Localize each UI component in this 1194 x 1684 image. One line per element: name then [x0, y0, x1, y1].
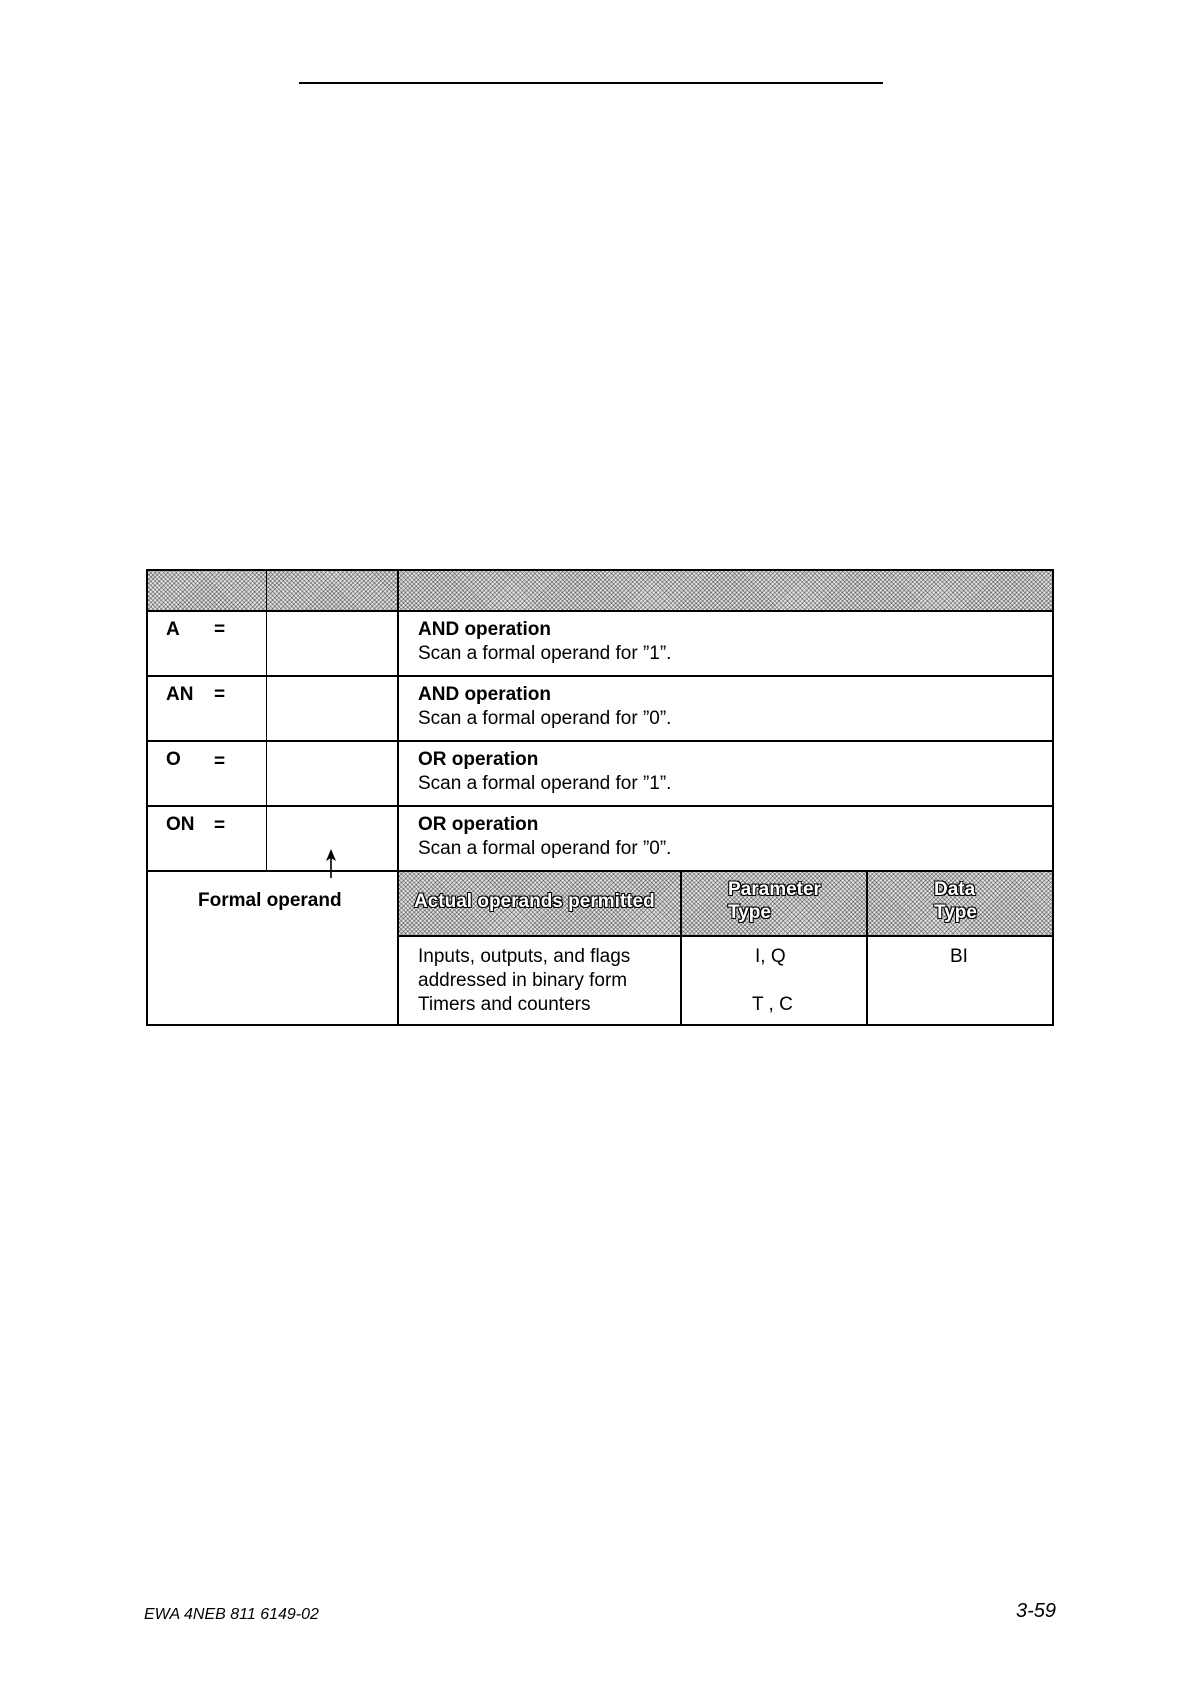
arrow-up-icon — [321, 849, 341, 879]
op-code: AN — [166, 684, 194, 705]
grid-line — [1052, 569, 1054, 1026]
grid-line — [146, 805, 1054, 807]
header-shade-col3 — [398, 569, 1054, 611]
top-rule — [299, 82, 883, 84]
header-parameter-type-line2: Type — [728, 902, 771, 923]
grid-line — [146, 569, 148, 1026]
header-data-type-line2: Type — [934, 902, 977, 923]
footer-doc-id: EWA 4NEB 811 6149-02 — [144, 1606, 319, 1623]
grid-line — [397, 569, 399, 1026]
grid-line — [146, 740, 1054, 742]
op-code: ON — [166, 814, 195, 835]
operations-table — [146, 569, 1054, 1026]
op-description: Scan a formal operand for ”0”. — [418, 838, 672, 859]
op-description: Scan a formal operand for ”1”. — [418, 773, 672, 794]
grid-line — [146, 569, 1054, 571]
actual-operand-line: addressed in binary form — [418, 970, 628, 991]
grid-line — [146, 610, 1054, 612]
header-actual-operands: Actual operands permitted — [414, 891, 655, 912]
grid-line — [866, 870, 868, 1026]
op-title: AND operation — [418, 619, 551, 640]
header-data-type-line1: Data — [934, 879, 976, 900]
header-shade-col2 — [266, 569, 398, 611]
grid-line — [266, 569, 267, 872]
op-title: AND operation — [418, 684, 551, 705]
header-parameter-type-line1: Parameter — [728, 879, 821, 900]
grid-line — [680, 870, 682, 1026]
footer-page-number: 3-59 — [1016, 1600, 1057, 1622]
formal-operand-label: Formal operand — [198, 890, 342, 911]
op-equals: = — [214, 684, 226, 705]
parameter-type-value: T , C — [752, 994, 793, 1015]
op-equals: = — [214, 619, 226, 640]
op-description: Scan a formal operand for ”1”. — [418, 643, 672, 664]
header-shade-col1 — [146, 569, 266, 611]
op-equals: = — [214, 815, 226, 836]
op-description: Scan a formal operand for ”0”. — [418, 708, 672, 729]
op-equals: = — [214, 751, 226, 772]
grid-line — [146, 675, 1054, 677]
op-title: OR operation — [418, 814, 539, 835]
grid-line — [146, 1024, 1054, 1026]
op-code: O — [166, 749, 181, 770]
data-type-value: BI — [950, 946, 968, 967]
grid-line — [146, 870, 1054, 872]
op-title: OR operation — [418, 749, 539, 770]
parameter-type-value: I, Q — [755, 946, 786, 967]
op-code: A — [166, 619, 180, 640]
grid-line — [398, 935, 1054, 937]
actual-operand-line: Timers and counters — [418, 994, 591, 1015]
actual-operand-line: Inputs, outputs, and flags — [418, 946, 631, 967]
